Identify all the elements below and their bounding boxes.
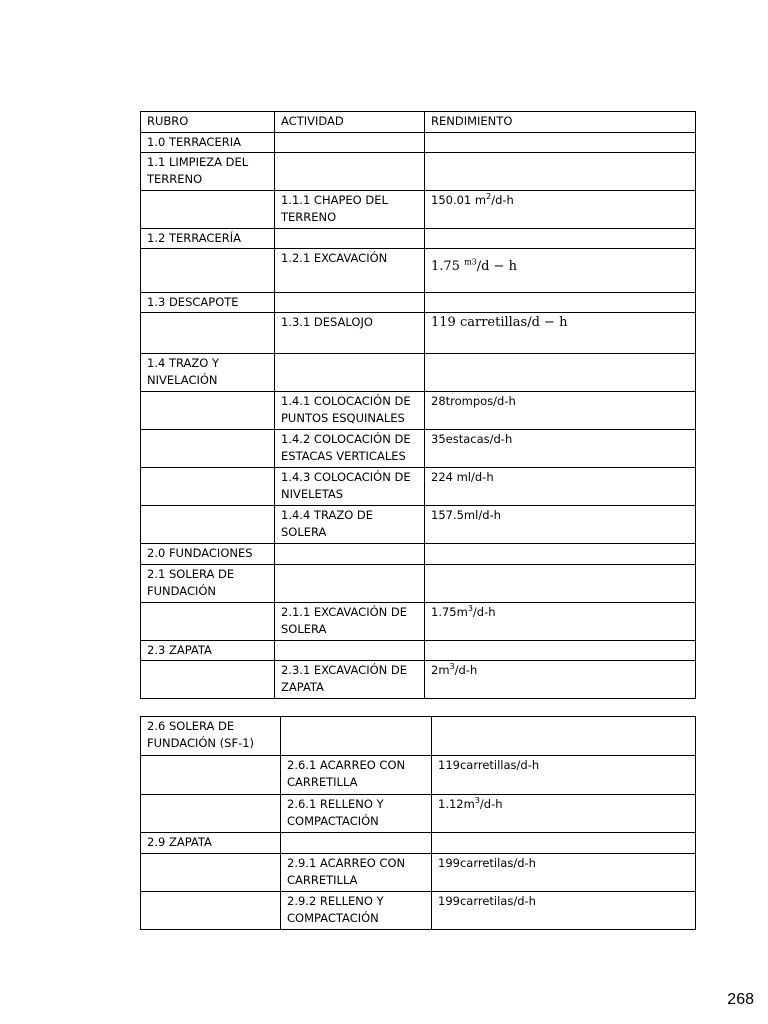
header-rendimiento: RENDIMIENTO (425, 112, 696, 133)
rendimiento-cell: 119carretillas/d-h (432, 756, 696, 795)
table-row (141, 430, 696, 468)
rendimiento-cell (425, 293, 696, 313)
rendimiento-cell (425, 565, 696, 603)
actividad-cell: 1.4.3 COLOCACIÓN DE NIVELETAS (275, 468, 425, 506)
rendimiento-cell: 199carretilas/d-h (432, 854, 696, 892)
rubro-cell (141, 795, 281, 833)
table-row (141, 249, 696, 293)
table-row (141, 229, 696, 249)
rendimiento-value: 1.75 (431, 259, 465, 274)
actividad-cell (275, 229, 425, 249)
table-row (141, 313, 696, 354)
table-header-row (141, 112, 696, 133)
rendimiento-cell (425, 603, 696, 641)
header-rubro: RUBRO (141, 112, 275, 133)
rubro-cell (141, 661, 275, 699)
rendimiento-exponent: 3 (474, 796, 480, 806)
actividad-cell: 1.4.4 TRAZO DE SOLERA (275, 506, 425, 544)
table-row (141, 565, 696, 603)
rubro-cell: 2.1 SOLERA DE FUNDACIÓN (141, 565, 275, 603)
table-row (141, 293, 696, 313)
actividad-cell: 1.4.2 COLOCACIÓN DE ESTACAS VERTICALES (275, 430, 425, 468)
table-row (141, 191, 696, 229)
table-row (141, 603, 696, 641)
rubro-cell: 1.1 LIMPIEZA DEL TERRENO (141, 153, 275, 191)
rendimiento-value: 2m (431, 663, 450, 677)
rubro-cell (141, 506, 275, 544)
rubro-cell (141, 854, 281, 892)
actividad-cell: 2.6.1 RELLENO Y COMPACTACIÓN (281, 795, 432, 833)
rendimiento-unit: /d − h (476, 259, 517, 274)
rubro-cell (141, 249, 275, 293)
rendimiento-cell (425, 191, 696, 229)
actividad-cell: 1.3.1 DESALOJO (275, 313, 425, 354)
rendimiento-value: 1.12m (438, 797, 475, 811)
rendimiento-cell (425, 661, 696, 699)
rendimiento-cell: 28trompos/d-h (425, 392, 696, 430)
table-row (141, 354, 696, 392)
rubro-cell: 2.9 ZAPATA (141, 833, 281, 854)
rendimiento-unit: /d-h (472, 605, 496, 619)
rendimiento-cell (425, 153, 696, 191)
rendimiento-value: 1.75m (431, 605, 468, 619)
rubro-cell (141, 191, 275, 229)
rubro-cell: 1.4 TRAZO Y NIVELACIÓN (141, 354, 275, 392)
rendimiento-cell (425, 544, 696, 565)
rubro-cell: 2.6 SOLERA DE FUNDACIÓN (SF-1) (141, 717, 281, 756)
table-row (141, 833, 696, 854)
actividad-cell (275, 133, 425, 153)
page-number: 268 (727, 991, 754, 1008)
rubro-cell: 2.0 FUNDACIONES (141, 544, 275, 565)
table-row (141, 661, 696, 699)
actividad-cell (281, 833, 432, 854)
table-row (141, 641, 696, 661)
rubro-cell (141, 892, 281, 930)
rubro-cell: 1.0 TERRACERIA (141, 133, 275, 153)
actividad-cell (275, 641, 425, 661)
rendimiento-table-1 (140, 111, 696, 699)
actividad-cell (275, 153, 425, 191)
rendimiento-cell (425, 133, 696, 153)
rubro-cell (141, 603, 275, 641)
table-row (141, 468, 696, 506)
table-row (141, 854, 696, 892)
header-actividad: ACTIVIDAD (275, 112, 425, 133)
rendimiento-cell: 119 carretillas/d − h (425, 313, 696, 354)
actividad-cell: 2.9.2 RELLENO Y COMPACTACIÓN (281, 892, 432, 930)
rendimiento-unit: /d-h (454, 663, 478, 677)
table-row (141, 392, 696, 430)
table-row (141, 506, 696, 544)
actividad-cell: 1.4.1 COLOCACIÓN DE PUNTOS ESQUINALES (275, 392, 425, 430)
table-row (141, 892, 696, 930)
actividad-cell: 2.9.1 ACARREO CON CARRETILLA (281, 854, 432, 892)
rendimiento-exponent: m3 (464, 257, 477, 267)
rubro-cell (141, 756, 281, 795)
actividad-cell (275, 293, 425, 313)
rendimiento-cell: 157.5ml/d-h (425, 506, 696, 544)
rendimiento-cell (425, 249, 696, 293)
actividad-cell (281, 717, 432, 756)
actividad-cell: 2.6.1 ACARREO CON CARRETILLA (281, 756, 432, 795)
rendimiento-cell: 199carretilas/d-h (432, 892, 696, 930)
rubro-cell (141, 468, 275, 506)
actividad-cell (275, 354, 425, 392)
table-row (141, 133, 696, 153)
rendimiento-table-2 (140, 716, 696, 930)
rendimiento-exponent: 3 (449, 662, 455, 672)
rendimiento-cell (425, 229, 696, 249)
rubro-cell (141, 392, 275, 430)
actividad-cell: 2.1.1 EXCAVACIÓN DE SOLERA (275, 603, 425, 641)
rendimiento-cell (425, 641, 696, 661)
rendimiento-unit: /d-h (479, 797, 503, 811)
rubro-cell (141, 430, 275, 468)
actividad-cell: 1.2.1 EXCAVACIÓN (275, 249, 425, 293)
rendimiento-value: 150.01 m (431, 193, 487, 207)
rendimiento-cell (432, 833, 696, 854)
rendimiento-cell: 224 ml/d-h (425, 468, 696, 506)
table-row (141, 717, 696, 756)
rubro-cell: 1.3 DESCAPOTE (141, 293, 275, 313)
rendimiento-cell: 35estacas/d-h (425, 430, 696, 468)
rendimiento-cell (432, 795, 696, 833)
table-row (141, 544, 696, 565)
rubro-cell: 2.3 ZAPATA (141, 641, 275, 661)
table-row (141, 756, 696, 795)
actividad-cell: 1.1.1 CHAPEO DEL TERRENO (275, 191, 425, 229)
rendimiento-cell (425, 354, 696, 392)
rendimiento-exponent: 2 (486, 192, 492, 202)
rendimiento-unit: /d-h (491, 193, 514, 207)
actividad-cell (275, 565, 425, 603)
rubro-cell (141, 313, 275, 354)
actividad-cell (275, 544, 425, 565)
actividad-cell: 2.3.1 EXCAVACIÓN DE ZAPATA (275, 661, 425, 699)
table-row (141, 795, 696, 833)
table-row (141, 153, 696, 191)
rendimiento-exponent: 3 (467, 604, 473, 614)
rendimiento-cell (432, 717, 696, 756)
rubro-cell: 1.2 TERRACERÍA (141, 229, 275, 249)
